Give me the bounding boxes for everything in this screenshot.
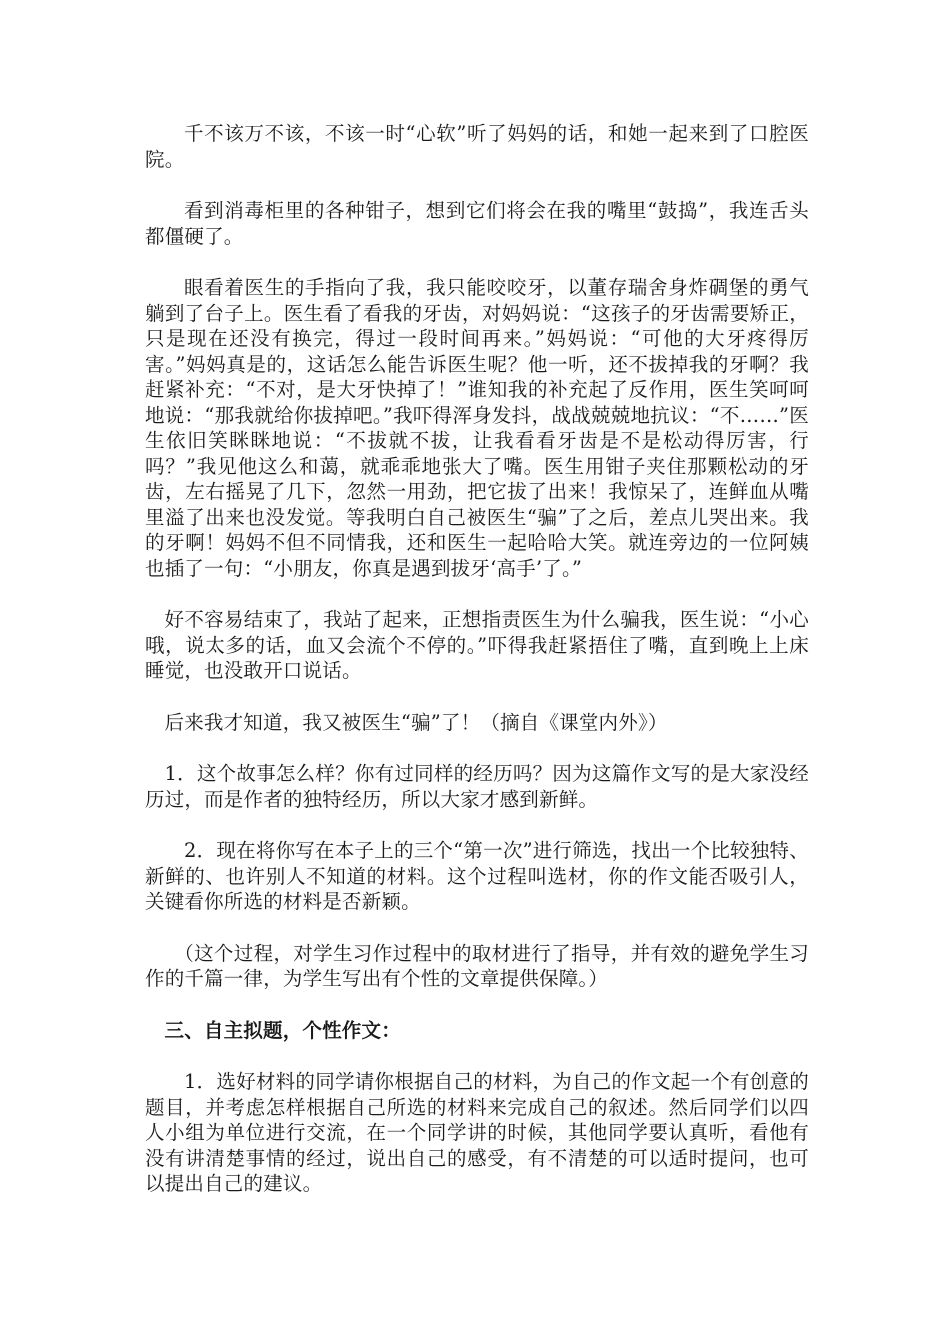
question-2: 2．现在将你写在本子上的三个“第一次”进行筛选，找出一个比较独特、新鲜的、也许别人不知道的材料。这个过程叫选材，你的作文能否吸引人，关键看你所选的材料是否新颖。: [145, 839, 809, 913]
paragraph-finished: 好不容易结束了，我站了起来，正想指责医生为什么骗我，医生说：“小心哦，说太多的话，血又会流个不停的。”吓得我赶紧捂住了嘴，直到晚上上床睡觉，也没敢开口说话。: [145, 608, 809, 682]
paragraph-tooth-extraction: 眼看着医生的手指向了我，我只能咬咬牙，以董存瑞舍身炸碉堡的勇气躺到了台子上。医生看了看我的牙齿，对妈妈说：“这孩子的牙齿需要矫正，只是现在还没有换完，得过一段时间再来。”妈妈说：“可他的大牙疼得厉害。”妈妈真是的，这话怎么能告诉医生呢？他一听，还不拔掉我的牙啊？我赶紧补充：“不对，是大牙快掉了！”谁知我的补充起了反作用，医生笑呵呵地说：“那我就给你拔掉吧。”我吓得浑身发抖，战战兢兢地抗议：“不……”医生依旧笑眯眯地说：“不拔就不拔，让我看看牙齿是不是松动得厉害，行吗？”我见他这么和蔼，就乖乖地张大了嘴。医生用钳子夹住那颗松动的牙齿，左右摇晃了几下，忽然一用劲，把它拔了出来！我惊呆了，连鲜血从嘴里溢了出来也没发觉。等我明白自己被医生“骗”了之后，差点儿哭出来。我的牙啊！妈妈不但不同情我，还和医生一起哈哈大笑。就连旁边的一位阿姨也插了一句：“小朋友，你真是遇到拔牙‘高手’了。”: [145, 276, 809, 580]
section-heading: 三、自主拟题，个性作文：: [164, 1018, 401, 1042]
paragraph-source: 后来我才知道，我又被医生“骗”了！（摘自《课堂内外》）: [164, 710, 668, 734]
teaching-note: （这个过程，对学生习作过程中的取材进行了指导，并有效的避免学生习作的千篇一律，为学生写出有个性的文章提供保障。）: [145, 941, 809, 990]
question-1: 1．这个故事怎么样？你有过同样的经历吗？因为这篇作文写的是大家没经历过，而是作者的独特经历，所以大家才感到新鲜。: [145, 762, 809, 811]
section-3-item-1: 1．选好材料的同学请你根据自己的材料，为自己的作文起一个有创意的题目，并考虑怎样根据自己所选的材料来完成自己的叙述。然后同学们以四人小组为单位进行交流，在一个同学讲的时候，其他同学要认真听，看他有没有讲清楚事情的经过，说出自己的感受，有不清楚的可以适时提问，也可以提出自己的建议。: [145, 1070, 809, 1195]
paragraph-intro: 千不该万不该，不该一时“心软”听了妈妈的话，和她一起来到了口腔医院。: [145, 122, 809, 171]
paragraph-disinfection-cabinet: 看到消毒柜里的各种钳子，想到它们将会在我的嘴里“鼓捣”，我连舌头都僵硬了。: [145, 199, 809, 248]
document-body: [145, 121, 809, 1223]
